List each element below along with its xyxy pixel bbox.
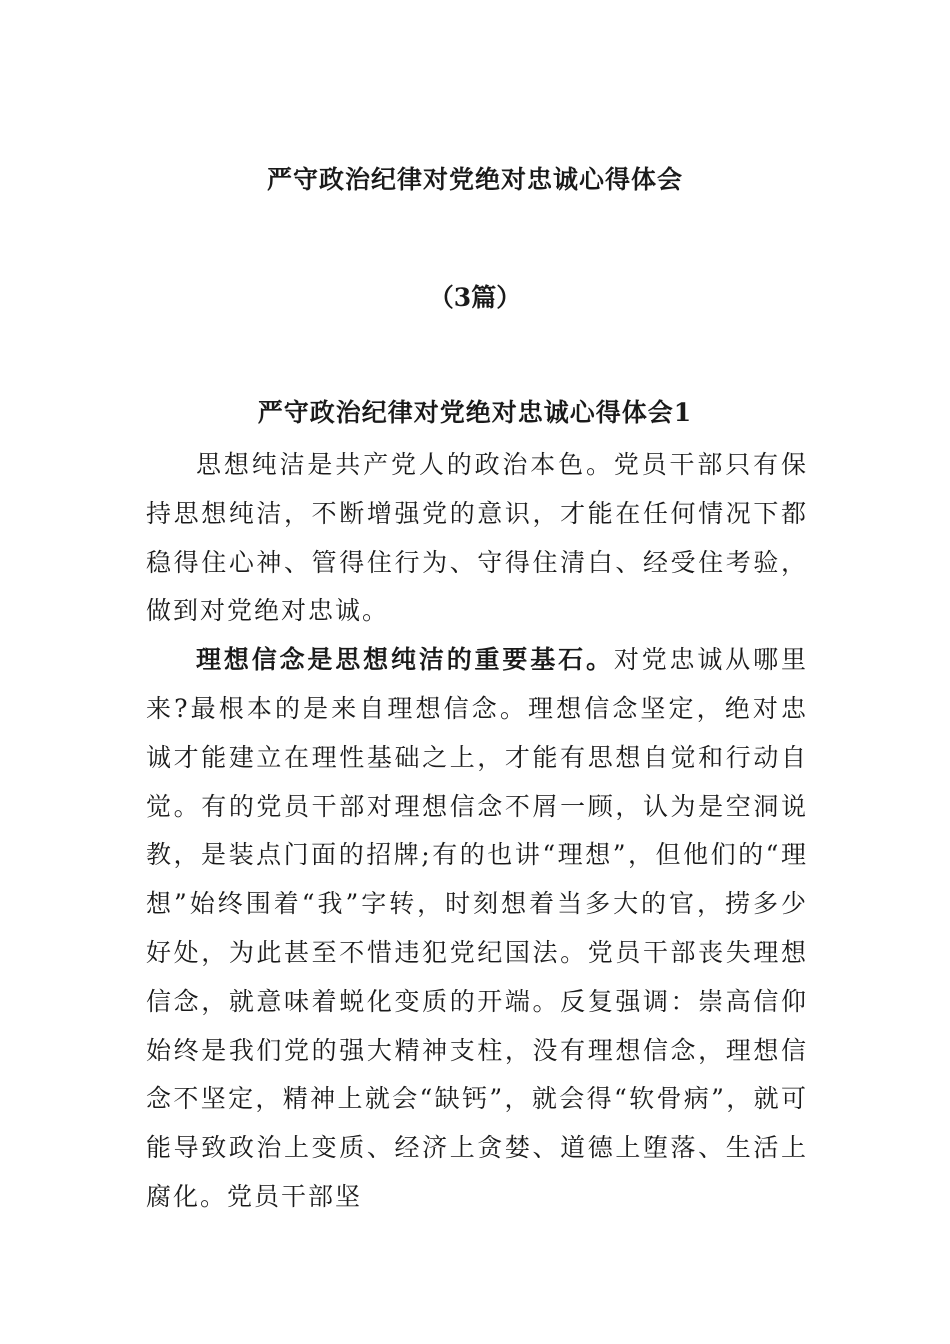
document-subtitle: （3篇） — [428, 283, 522, 312]
document-body — [146, 441, 808, 1222]
document-title: 严守政治纪律对党绝对忠诚心得体会 — [266, 165, 683, 194]
section-heading: 严守政治纪律对党绝对忠诚心得体会1 — [257, 398, 693, 427]
paragraph-1: 思想纯洁是共产党人的政治本色。党员干部只有保持思想纯洁，不断增强党的意识，才能在任何情况下都稳得住心神、管得住行为、守得住清白、经受住考验，做到对党绝对忠诚。 — [146, 450, 808, 626]
paragraph-2-lead: 理想信念是思想纯洁的重要基石。 — [196, 645, 614, 675]
paragraph-2 — [146, 636, 808, 1222]
paragraph-2-body: 对党忠诚从哪里来?最根本的是来自理想信念。理想信念坚定，绝对忠诚才能建立在理性基础之上，才能有思想自觉和行动自觉。有的党员干部对理想信念不屑一顾，认为是空洞说教，是装点门面的招牌;有的也讲“理想”，但他们的“理想”始终围着“我”字转，时刻想着当多大的官，捞多少好处，为此甚至不惜违犯党纪国法。党员干部丧失理想信念，就意味着蜕化变质的开端。反复强调：崇高信仰始终是我们党的强大精神支柱，没有理想信念，理想信念不坚定，精神上就会“缺钙”，就会得“软骨病”，就可能导致政治上变质、经济上贪婪、道德上堕落、生活上腐化。党员干部坚 — [146, 645, 809, 1211]
